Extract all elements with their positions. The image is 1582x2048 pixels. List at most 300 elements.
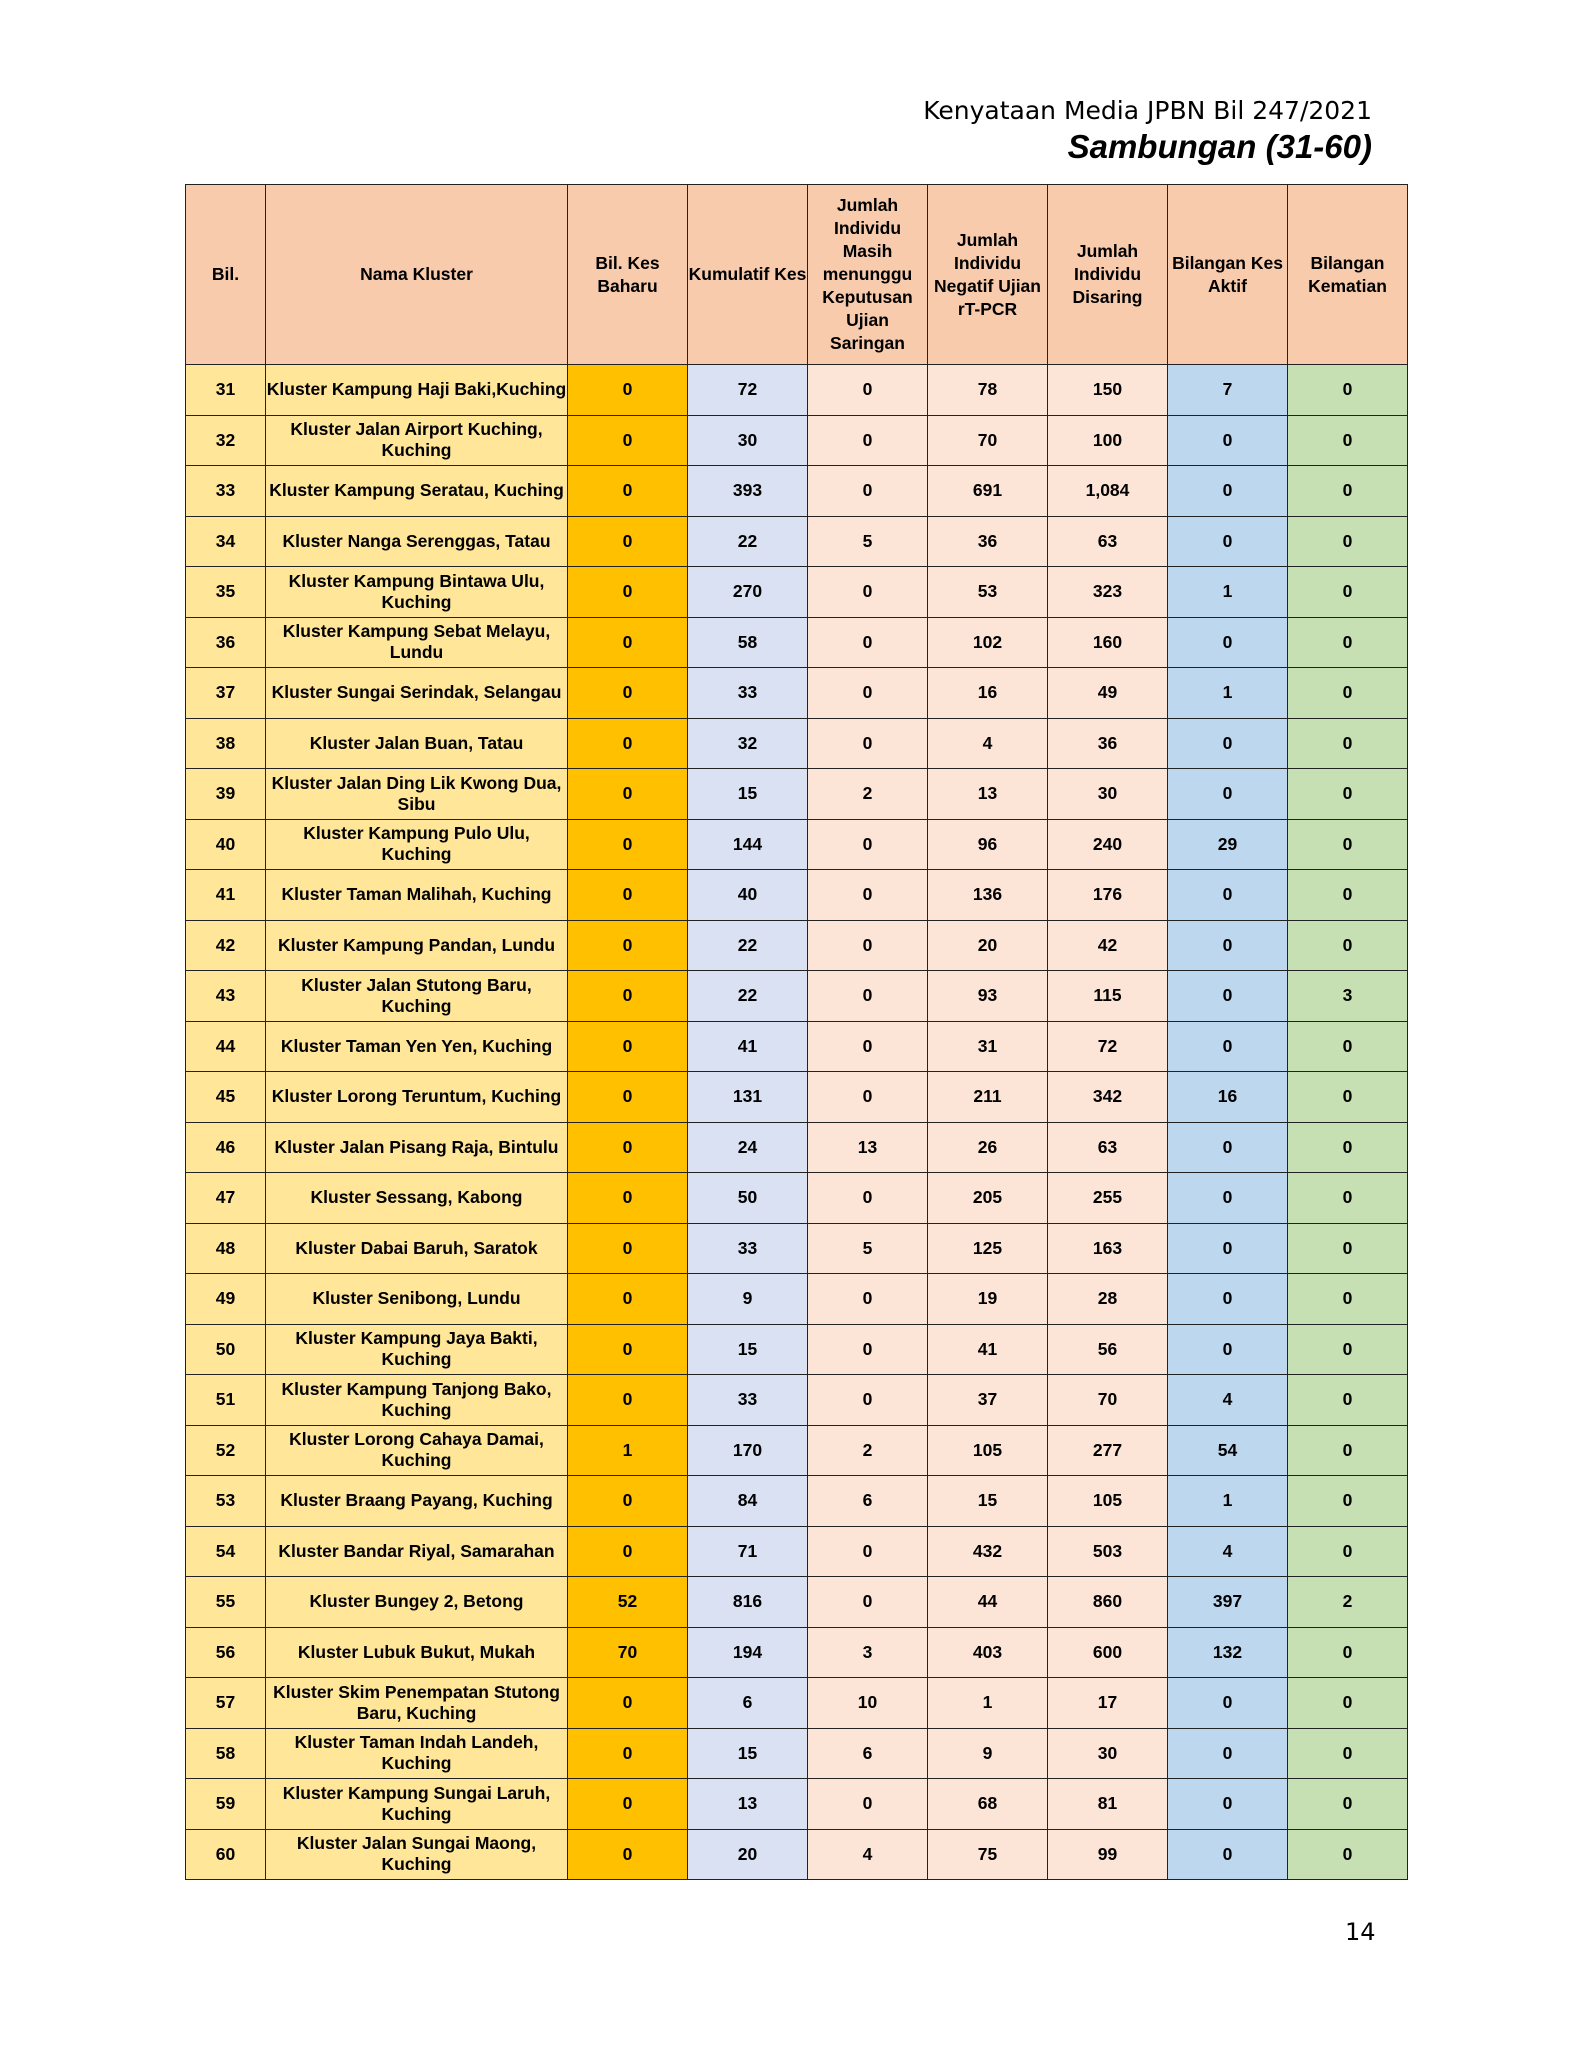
cell-cumulative: 33 xyxy=(688,1375,808,1426)
cell-deaths: 0 xyxy=(1288,1324,1408,1375)
cell-pending: 0 xyxy=(808,870,928,921)
cell-active: 1 xyxy=(1168,567,1288,618)
cell-negative: 105 xyxy=(928,1425,1048,1476)
cell-cluster-name: Kluster Jalan Pisang Raja, Bintulu xyxy=(266,1122,568,1173)
cell-deaths: 0 xyxy=(1288,1274,1408,1325)
cell-active: 0 xyxy=(1168,1173,1288,1224)
cell-cluster-name: Kluster Taman Yen Yen, Kuching xyxy=(266,1021,568,1072)
cell-deaths: 0 xyxy=(1288,1223,1408,1274)
table-row xyxy=(186,769,1408,820)
cell-new-cases: 0 xyxy=(568,1072,688,1123)
cell-screened: 100 xyxy=(1048,415,1168,466)
cell-active: 0 xyxy=(1168,1678,1288,1729)
cell-bil: 56 xyxy=(186,1627,266,1678)
cell-cluster-name: Kluster Kampung Pandan, Lundu xyxy=(266,920,568,971)
cell-bil: 44 xyxy=(186,1021,266,1072)
cell-screened: 49 xyxy=(1048,668,1168,719)
table-row xyxy=(186,1627,1408,1678)
column-header-kes-aktif: Bilangan Kes Aktif xyxy=(1168,185,1288,365)
table-row xyxy=(186,1021,1408,1072)
cell-new-cases: 0 xyxy=(568,1476,688,1527)
cell-deaths: 0 xyxy=(1288,1021,1408,1072)
cell-new-cases: 0 xyxy=(568,920,688,971)
cell-active: 0 xyxy=(1168,718,1288,769)
table-row xyxy=(186,1779,1408,1830)
cell-negative: 75 xyxy=(928,1829,1048,1880)
table-row xyxy=(186,567,1408,618)
cell-new-cases: 0 xyxy=(568,819,688,870)
cell-screened: 17 xyxy=(1048,1678,1168,1729)
cell-bil: 60 xyxy=(186,1829,266,1880)
cell-bil: 32 xyxy=(186,415,266,466)
cell-negative: 36 xyxy=(928,516,1048,567)
cell-deaths: 0 xyxy=(1288,365,1408,416)
cell-bil: 49 xyxy=(186,1274,266,1325)
cell-active: 0 xyxy=(1168,971,1288,1022)
table-body xyxy=(186,365,1408,1880)
cell-negative: 15 xyxy=(928,1476,1048,1527)
cell-pending: 0 xyxy=(808,1779,928,1830)
cell-screened: 28 xyxy=(1048,1274,1168,1325)
cell-pending: 0 xyxy=(808,1173,928,1224)
cell-bil: 38 xyxy=(186,718,266,769)
cell-deaths: 0 xyxy=(1288,920,1408,971)
cell-deaths: 0 xyxy=(1288,870,1408,921)
cell-pending: 0 xyxy=(808,1274,928,1325)
cell-screened: 42 xyxy=(1048,920,1168,971)
cell-deaths: 0 xyxy=(1288,466,1408,517)
cell-new-cases: 0 xyxy=(568,1375,688,1426)
cell-active: 0 xyxy=(1168,920,1288,971)
cell-bil: 41 xyxy=(186,870,266,921)
cell-screened: 36 xyxy=(1048,718,1168,769)
cell-screened: 99 xyxy=(1048,1829,1168,1880)
cell-new-cases: 0 xyxy=(568,1274,688,1325)
cell-screened: 70 xyxy=(1048,1375,1168,1426)
cell-new-cases: 0 xyxy=(568,971,688,1022)
cell-pending: 3 xyxy=(808,1627,928,1678)
column-header-menunggu-keputusan: Jumlah Individu Masih menunggu Keputusan Ujian Saringan xyxy=(808,185,928,365)
cell-screened: 1,084 xyxy=(1048,466,1168,517)
cell-cluster-name: Kluster Braang Payang, Kuching xyxy=(266,1476,568,1527)
cell-active: 0 xyxy=(1168,769,1288,820)
cell-cumulative: 22 xyxy=(688,971,808,1022)
cell-cumulative: 32 xyxy=(688,718,808,769)
table-row xyxy=(186,617,1408,668)
cell-active: 0 xyxy=(1168,1779,1288,1830)
cell-cluster-name: Kluster Jalan Airport Kuching, Kuching xyxy=(266,415,568,466)
cell-deaths: 0 xyxy=(1288,1476,1408,1527)
table-row xyxy=(186,1425,1408,1476)
cell-cluster-name: Kluster Jalan Ding Lik Kwong Dua, Sibu xyxy=(266,769,568,820)
cell-cumulative: 41 xyxy=(688,1021,808,1072)
table-row xyxy=(186,971,1408,1022)
cell-active: 1 xyxy=(1168,668,1288,719)
cell-screened: 105 xyxy=(1048,1476,1168,1527)
cell-bil: 53 xyxy=(186,1476,266,1527)
cell-active: 0 xyxy=(1168,870,1288,921)
table-row xyxy=(186,1122,1408,1173)
cell-bil: 51 xyxy=(186,1375,266,1426)
column-header-kes-baharu: Bil. Kes Baharu xyxy=(568,185,688,365)
cell-cluster-name: Kluster Kampung Tanjong Bako, Kuching xyxy=(266,1375,568,1426)
cell-negative: 13 xyxy=(928,769,1048,820)
cell-cluster-name: Kluster Taman Malihah, Kuching xyxy=(266,870,568,921)
cell-cluster-name: Kluster Lubuk Bukut, Mukah xyxy=(266,1627,568,1678)
cell-deaths: 2 xyxy=(1288,1577,1408,1628)
cell-cumulative: 30 xyxy=(688,415,808,466)
cell-new-cases: 0 xyxy=(568,567,688,618)
cell-active: 0 xyxy=(1168,1122,1288,1173)
cell-cumulative: 58 xyxy=(688,617,808,668)
cell-cluster-name: Kluster Lorong Cahaya Damai, Kuching xyxy=(266,1425,568,1476)
cell-screened: 160 xyxy=(1048,617,1168,668)
cell-bil: 50 xyxy=(186,1324,266,1375)
page-subtitle: Sambungan (31-60) xyxy=(1067,128,1372,165)
cell-cluster-name: Kluster Kampung Seratau, Kuching xyxy=(266,466,568,517)
cell-bil: 36 xyxy=(186,617,266,668)
cell-screened: 63 xyxy=(1048,516,1168,567)
cell-cluster-name: Kluster Kampung Jaya Bakti, Kuching xyxy=(266,1324,568,1375)
cell-cumulative: 22 xyxy=(688,516,808,567)
cell-pending: 0 xyxy=(808,668,928,719)
table-row xyxy=(186,1577,1408,1628)
column-header-nama-kluster: Nama Kluster xyxy=(266,185,568,365)
cell-pending: 0 xyxy=(808,971,928,1022)
cell-deaths: 0 xyxy=(1288,617,1408,668)
cell-new-cases: 0 xyxy=(568,1779,688,1830)
cell-new-cases: 0 xyxy=(568,1223,688,1274)
cell-negative: 96 xyxy=(928,819,1048,870)
cell-active: 16 xyxy=(1168,1072,1288,1123)
cell-bil: 52 xyxy=(186,1425,266,1476)
cell-screened: 323 xyxy=(1048,567,1168,618)
cell-new-cases: 0 xyxy=(568,769,688,820)
cell-screened: 255 xyxy=(1048,1173,1168,1224)
table-row xyxy=(186,415,1408,466)
cell-active: 0 xyxy=(1168,1021,1288,1072)
cell-cumulative: 15 xyxy=(688,1728,808,1779)
cell-cumulative: 131 xyxy=(688,1072,808,1123)
cell-new-cases: 0 xyxy=(568,617,688,668)
cell-negative: 26 xyxy=(928,1122,1048,1173)
cell-negative: 53 xyxy=(928,567,1048,618)
column-header-bil: Bil. xyxy=(186,185,266,365)
table-row xyxy=(186,1072,1408,1123)
cell-cluster-name: Kluster Nanga Serenggas, Tatau xyxy=(266,516,568,567)
cell-cluster-name: Kluster Sessang, Kabong xyxy=(266,1173,568,1224)
cell-active: 0 xyxy=(1168,1274,1288,1325)
table-row xyxy=(186,718,1408,769)
cell-screened: 72 xyxy=(1048,1021,1168,1072)
cell-pending: 4 xyxy=(808,1829,928,1880)
cell-active: 0 xyxy=(1168,1324,1288,1375)
cell-cumulative: 84 xyxy=(688,1476,808,1527)
cell-negative: 4 xyxy=(928,718,1048,769)
table-row xyxy=(186,668,1408,719)
cell-cluster-name: Kluster Jalan Sungai Maong, Kuching xyxy=(266,1829,568,1880)
cell-deaths: 0 xyxy=(1288,415,1408,466)
cell-pending: 0 xyxy=(808,567,928,618)
cell-cumulative: 15 xyxy=(688,769,808,820)
cell-negative: 78 xyxy=(928,365,1048,416)
cell-screened: 342 xyxy=(1048,1072,1168,1123)
cell-cumulative: 50 xyxy=(688,1173,808,1224)
cell-bil: 57 xyxy=(186,1678,266,1729)
cell-pending: 0 xyxy=(808,415,928,466)
table-row xyxy=(186,1375,1408,1426)
cell-negative: 44 xyxy=(928,1577,1048,1628)
cell-deaths: 0 xyxy=(1288,1627,1408,1678)
table-row xyxy=(186,870,1408,921)
cell-pending: 5 xyxy=(808,516,928,567)
column-header-disaring: Jumlah Individu Disaring xyxy=(1048,185,1168,365)
cell-deaths: 0 xyxy=(1288,1375,1408,1426)
cell-screened: 150 xyxy=(1048,365,1168,416)
document-reference: Kenyataan Media JPBN Bil 247/2021 xyxy=(923,96,1372,125)
cell-bil: 35 xyxy=(186,567,266,618)
cell-negative: 19 xyxy=(928,1274,1048,1325)
cell-new-cases: 0 xyxy=(568,1728,688,1779)
table-row xyxy=(186,1476,1408,1527)
cell-negative: 205 xyxy=(928,1173,1048,1224)
column-header-kumulatif-kes: Kumulatif Kes xyxy=(688,185,808,365)
cell-cluster-name: Kluster Jalan Buan, Tatau xyxy=(266,718,568,769)
cell-pending: 13 xyxy=(808,1122,928,1173)
cell-pending: 0 xyxy=(808,466,928,517)
cell-deaths: 0 xyxy=(1288,516,1408,567)
cell-deaths: 0 xyxy=(1288,1829,1408,1880)
cell-screened: 176 xyxy=(1048,870,1168,921)
cell-screened: 56 xyxy=(1048,1324,1168,1375)
cell-pending: 0 xyxy=(808,920,928,971)
column-header-kematian: Bilangan Kematian xyxy=(1288,185,1408,365)
cell-negative: 125 xyxy=(928,1223,1048,1274)
cell-bil: 31 xyxy=(186,365,266,416)
table-row xyxy=(186,1678,1408,1729)
cell-deaths: 0 xyxy=(1288,1526,1408,1577)
cell-negative: 211 xyxy=(928,1072,1048,1123)
table-row xyxy=(186,1274,1408,1325)
cell-cluster-name: Kluster Dabai Baruh, Saratok xyxy=(266,1223,568,1274)
cell-new-cases: 0 xyxy=(568,466,688,517)
cell-cumulative: 9 xyxy=(688,1274,808,1325)
cell-bil: 39 xyxy=(186,769,266,820)
table-row xyxy=(186,466,1408,517)
cell-active: 0 xyxy=(1168,516,1288,567)
cell-cluster-name: Kluster Skim Penempatan Stutong Baru, Kuching xyxy=(266,1678,568,1729)
cell-new-cases: 70 xyxy=(568,1627,688,1678)
cell-pending: 5 xyxy=(808,1223,928,1274)
cell-cumulative: 22 xyxy=(688,920,808,971)
cell-deaths: 0 xyxy=(1288,1728,1408,1779)
cell-cumulative: 20 xyxy=(688,1829,808,1880)
cell-negative: 70 xyxy=(928,415,1048,466)
table-row xyxy=(186,365,1408,416)
cell-pending: 0 xyxy=(808,617,928,668)
cell-deaths: 0 xyxy=(1288,1122,1408,1173)
cell-negative: 1 xyxy=(928,1678,1048,1729)
cell-cluster-name: Kluster Sungai Serindak, Selangau xyxy=(266,668,568,719)
cell-pending: 0 xyxy=(808,718,928,769)
cell-negative: 102 xyxy=(928,617,1048,668)
cell-new-cases: 0 xyxy=(568,1526,688,1577)
cell-negative: 403 xyxy=(928,1627,1048,1678)
cell-cumulative: 144 xyxy=(688,819,808,870)
cell-cumulative: 33 xyxy=(688,1223,808,1274)
cell-bil: 34 xyxy=(186,516,266,567)
table-row xyxy=(186,1324,1408,1375)
cell-pending: 0 xyxy=(808,1526,928,1577)
cell-new-cases: 52 xyxy=(568,1577,688,1628)
cell-cluster-name: Kluster Bungey 2, Betong xyxy=(266,1577,568,1628)
table-row xyxy=(186,819,1408,870)
cell-active: 397 xyxy=(1168,1577,1288,1628)
cell-negative: 68 xyxy=(928,1779,1048,1830)
cell-deaths: 0 xyxy=(1288,769,1408,820)
table-row xyxy=(186,1728,1408,1779)
cell-active: 0 xyxy=(1168,1728,1288,1779)
cluster-table xyxy=(185,184,1408,1880)
cell-pending: 6 xyxy=(808,1728,928,1779)
cell-cumulative: 270 xyxy=(688,567,808,618)
table-row xyxy=(186,1526,1408,1577)
cell-cumulative: 816 xyxy=(688,1577,808,1628)
cell-bil: 40 xyxy=(186,819,266,870)
cell-deaths: 0 xyxy=(1288,1072,1408,1123)
cell-screened: 81 xyxy=(1048,1779,1168,1830)
cell-active: 54 xyxy=(1168,1425,1288,1476)
cell-active: 132 xyxy=(1168,1627,1288,1678)
cell-bil: 37 xyxy=(186,668,266,719)
cell-screened: 163 xyxy=(1048,1223,1168,1274)
cell-new-cases: 0 xyxy=(568,870,688,921)
cell-bil: 43 xyxy=(186,971,266,1022)
cell-bil: 47 xyxy=(186,1173,266,1224)
table-header-row xyxy=(186,185,1408,365)
column-header-negatif-rtpcr: Jumlah Individu Negatif Ujian rT-PCR xyxy=(928,185,1048,365)
cell-pending: 2 xyxy=(808,1425,928,1476)
cell-active: 29 xyxy=(1168,819,1288,870)
cell-negative: 20 xyxy=(928,920,1048,971)
cell-cluster-name: Kluster Bandar Riyal, Samarahan xyxy=(266,1526,568,1577)
cell-active: 4 xyxy=(1168,1526,1288,1577)
cell-pending: 6 xyxy=(808,1476,928,1527)
table-row xyxy=(186,920,1408,971)
cell-active: 4 xyxy=(1168,1375,1288,1426)
table-row xyxy=(186,516,1408,567)
cell-negative: 93 xyxy=(928,971,1048,1022)
cell-deaths: 0 xyxy=(1288,1678,1408,1729)
cell-negative: 9 xyxy=(928,1728,1048,1779)
cell-cumulative: 6 xyxy=(688,1678,808,1729)
cell-bil: 46 xyxy=(186,1122,266,1173)
cell-screened: 860 xyxy=(1048,1577,1168,1628)
cell-bil: 58 xyxy=(186,1728,266,1779)
cell-new-cases: 0 xyxy=(568,1829,688,1880)
cell-screened: 63 xyxy=(1048,1122,1168,1173)
cell-pending: 0 xyxy=(808,1375,928,1426)
cell-new-cases: 0 xyxy=(568,718,688,769)
cell-cluster-name: Kluster Kampung Sebat Melayu, Lundu xyxy=(266,617,568,668)
cell-new-cases: 0 xyxy=(568,1324,688,1375)
cell-negative: 37 xyxy=(928,1375,1048,1426)
cell-active: 0 xyxy=(1168,1829,1288,1880)
cell-bil: 42 xyxy=(186,920,266,971)
cell-deaths: 0 xyxy=(1288,567,1408,618)
cell-bil: 55 xyxy=(186,1577,266,1628)
cell-pending: 0 xyxy=(808,365,928,416)
cell-active: 0 xyxy=(1168,415,1288,466)
page-number: 14 xyxy=(1345,1918,1376,1946)
cell-cluster-name: Kluster Kampung Sungai Laruh, Kuching xyxy=(266,1779,568,1830)
cell-active: 7 xyxy=(1168,365,1288,416)
cell-screened: 115 xyxy=(1048,971,1168,1022)
cell-cluster-name: Kluster Kampung Bintawa Ulu, Kuching xyxy=(266,567,568,618)
cell-bil: 59 xyxy=(186,1779,266,1830)
cell-negative: 136 xyxy=(928,870,1048,921)
cell-cluster-name: Kluster Taman Indah Landeh, Kuching xyxy=(266,1728,568,1779)
cell-cumulative: 194 xyxy=(688,1627,808,1678)
cell-new-cases: 0 xyxy=(568,1173,688,1224)
cell-negative: 432 xyxy=(928,1526,1048,1577)
cell-screened: 30 xyxy=(1048,1728,1168,1779)
cell-cluster-name: Kluster Lorong Teruntum, Kuching xyxy=(266,1072,568,1123)
cell-deaths: 0 xyxy=(1288,819,1408,870)
cell-new-cases: 0 xyxy=(568,668,688,719)
cell-negative: 41 xyxy=(928,1324,1048,1375)
cell-deaths: 0 xyxy=(1288,668,1408,719)
cell-active: 0 xyxy=(1168,466,1288,517)
cell-active: 0 xyxy=(1168,617,1288,668)
cell-screened: 240 xyxy=(1048,819,1168,870)
cell-new-cases: 0 xyxy=(568,1678,688,1729)
cell-cumulative: 393 xyxy=(688,466,808,517)
cell-new-cases: 0 xyxy=(568,516,688,567)
cell-deaths: 0 xyxy=(1288,1425,1408,1476)
cell-cumulative: 40 xyxy=(688,870,808,921)
cell-cumulative: 33 xyxy=(688,668,808,719)
cell-screened: 30 xyxy=(1048,769,1168,820)
cell-deaths: 0 xyxy=(1288,718,1408,769)
cell-cumulative: 15 xyxy=(688,1324,808,1375)
cell-deaths: 0 xyxy=(1288,1779,1408,1830)
cell-pending: 10 xyxy=(808,1678,928,1729)
cell-bil: 33 xyxy=(186,466,266,517)
cell-pending: 0 xyxy=(808,1324,928,1375)
cell-bil: 54 xyxy=(186,1526,266,1577)
cell-deaths: 0 xyxy=(1288,1173,1408,1224)
cell-active: 0 xyxy=(1168,1223,1288,1274)
cell-cluster-name: Kluster Senibong, Lundu xyxy=(266,1274,568,1325)
cell-negative: 31 xyxy=(928,1021,1048,1072)
cell-screened: 600 xyxy=(1048,1627,1168,1678)
cell-bil: 45 xyxy=(186,1072,266,1123)
cell-new-cases: 0 xyxy=(568,1021,688,1072)
table-row xyxy=(186,1173,1408,1224)
cell-cumulative: 13 xyxy=(688,1779,808,1830)
cell-cumulative: 72 xyxy=(688,365,808,416)
table-row xyxy=(186,1829,1408,1880)
cell-pending: 0 xyxy=(808,1021,928,1072)
cell-cumulative: 170 xyxy=(688,1425,808,1476)
cell-cumulative: 24 xyxy=(688,1122,808,1173)
cell-screened: 277 xyxy=(1048,1425,1168,1476)
cell-pending: 0 xyxy=(808,1577,928,1628)
cell-screened: 503 xyxy=(1048,1526,1168,1577)
cell-deaths: 3 xyxy=(1288,971,1408,1022)
cell-pending: 2 xyxy=(808,769,928,820)
